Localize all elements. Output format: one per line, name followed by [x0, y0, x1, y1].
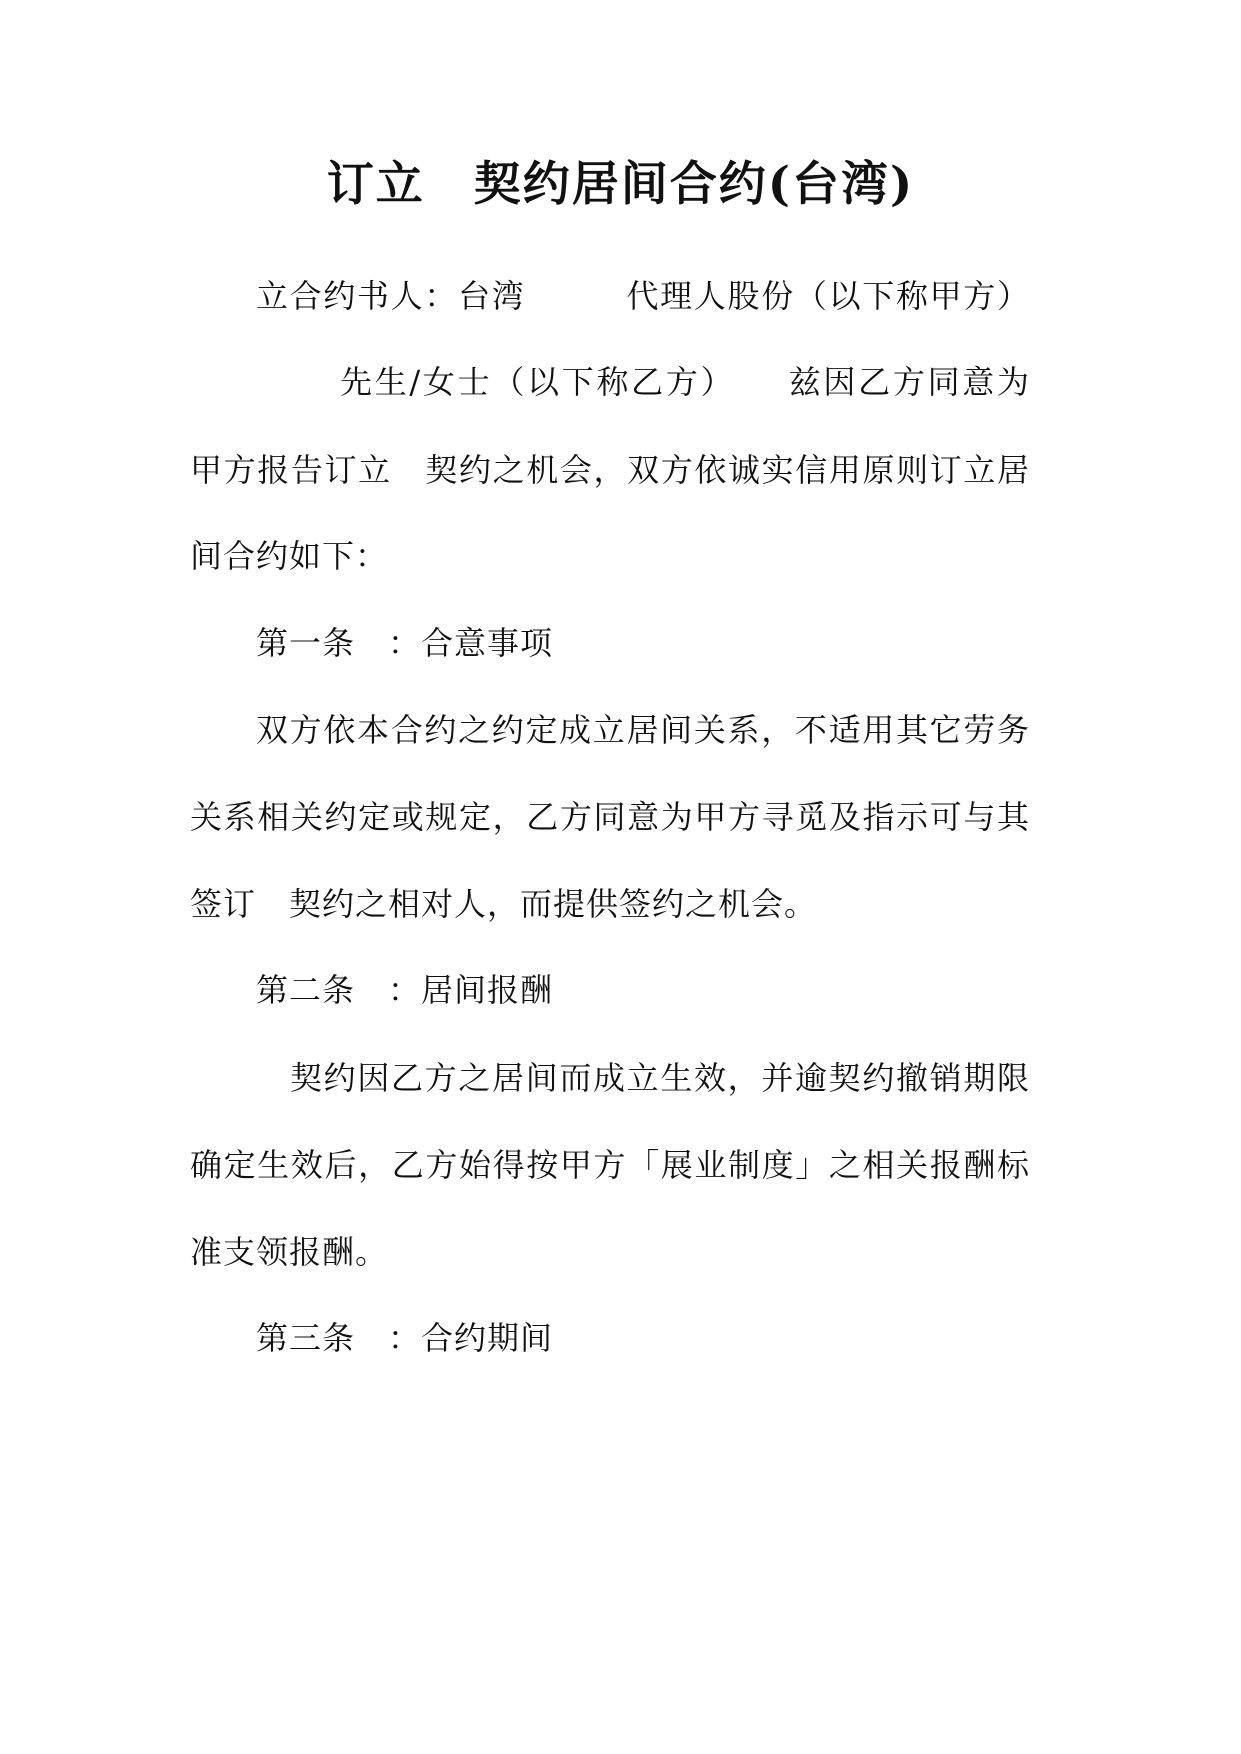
party-a-line: 立合约书人：台湾 代理人股份（以下称甲方）: [256, 277, 1030, 315]
article-2-line-2: 确定生效后，乙方始得按甲方「展业制度」之相关报酬标: [190, 1146, 1030, 1184]
article-1-line-3: 签订 契约之相对人，而提供签约之机会。: [190, 885, 818, 923]
article-1-line-2: 关系相关约定或规定，乙方同意为甲方寻觅及指示可与其: [190, 798, 1030, 836]
article-2-line-3: 准支领报酬。: [190, 1233, 389, 1271]
article-1-heading: 第一条 ：合意事项: [256, 624, 554, 662]
preamble-line-2: 甲方报告订立 契约之机会，双方依诚实信用原则订立居: [190, 451, 1030, 489]
article-1-line-1: 双方依本合约之约定成立居间关系，不适用其它劳务: [256, 711, 1030, 749]
article-3-heading: 第三条 ：合约期间: [256, 1319, 554, 1357]
preamble-line-3: 间合约如下：: [190, 537, 389, 575]
article-2-line-1: 契约因乙方之居间而成立生效，并逾契约撤销期限: [290, 1059, 1030, 1097]
document-title: 订立 契约居间合约(台湾): [326, 157, 915, 212]
party-b-line: 先生/女士（以下称乙方） 兹因乙方同意为: [340, 363, 1030, 401]
article-2-heading: 第二条 ：居间报酬: [256, 971, 554, 1009]
